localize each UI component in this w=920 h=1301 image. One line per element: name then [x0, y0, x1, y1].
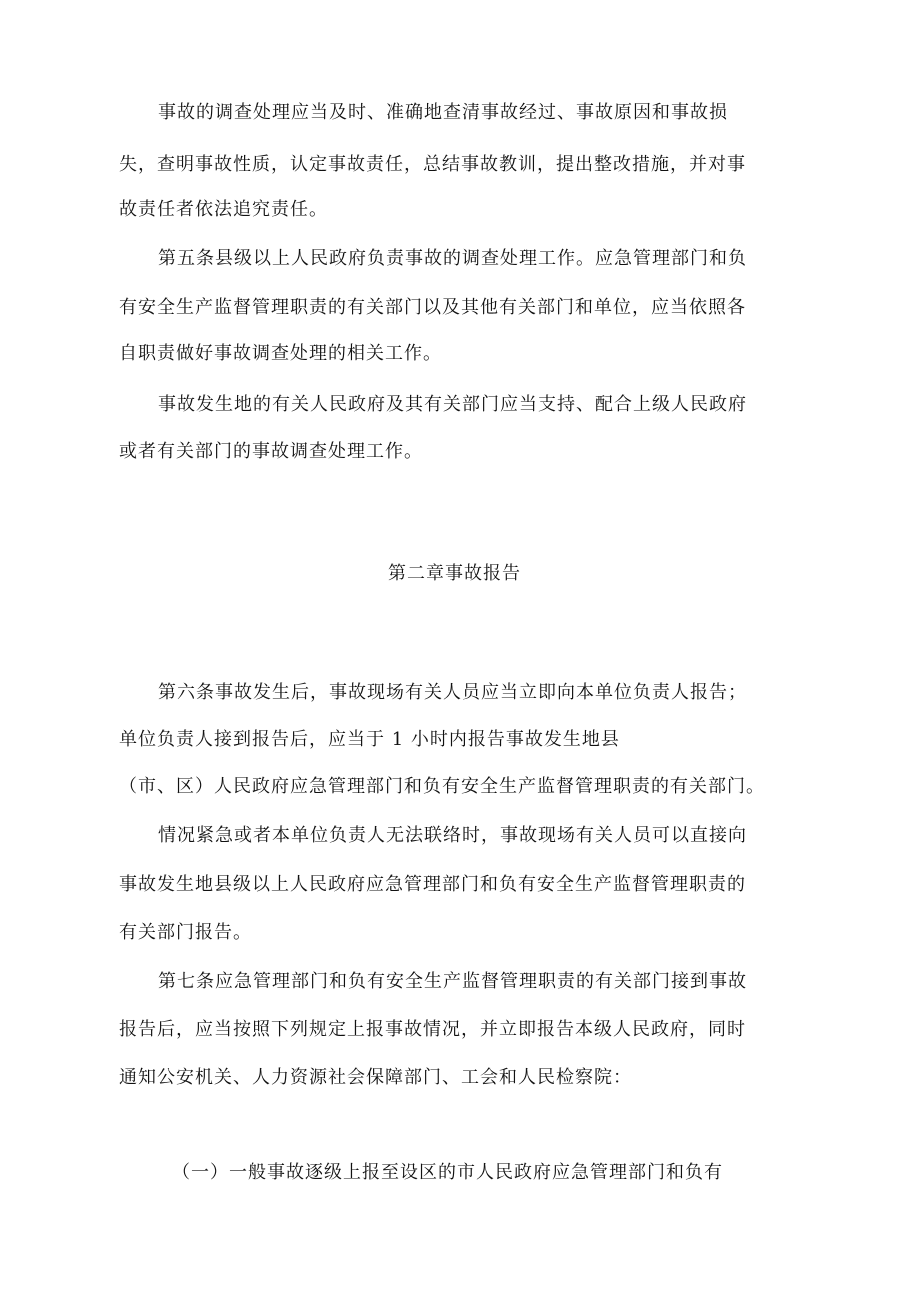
paragraph-line: 通知公安机关、人力资源社会保障部门、工会和人民检察院： [119, 1067, 632, 1088]
paragraph-line: 故责任者依法追究责任。 [119, 199, 328, 220]
paragraph-line: 第六条事故发生后，事故现场有关人员应当立即向本单位负责人报告； [158, 682, 747, 703]
list-item-line: （一）一般事故逐级上报至设区的市人民政府应急管理部门和负有 [172, 1162, 723, 1183]
paragraph-line: 失，查明事故性质，认定事故责任，总结事故教训，提出整改措施，并对事 [119, 154, 746, 175]
paragraph-line: 事故的调查处理应当及时、准确地查清事故经过、事故原因和事故损 [158, 102, 728, 123]
paragraph-line: 报告后，应当按照下列规定上报事故情况，并立即报告本级人民政府，同时 [119, 1019, 746, 1040]
paragraph-line: （市、区）人民政府应急管理部门和负有安全生产监督管理职责的有关部门。 [119, 776, 765, 797]
paragraph-line: 或者有关部门的事故调查处理工作。 [119, 441, 423, 462]
paragraph-line: 自职责做好事故调查处理的相关工作。 [119, 343, 442, 364]
paragraph-line: 有关部门报告。 [119, 922, 252, 943]
paragraph-line: 事故发生地县级以上人民政府应急管理部门和负有安全生产监督管理职责的 [119, 874, 746, 895]
paragraph-line: 单位负责人接到报告后，应当于 1 小时内报告事故发生地县 [119, 729, 620, 750]
paragraph-line: 有安全生产监督管理职责的有关部门以及其他有关部门和单位，应当依照各 [119, 297, 746, 318]
paragraph-line: 事故发生地的有关人民政府及其有关部门应当支持、配合上级人民政府 [158, 394, 747, 415]
chapter-heading: 第二章事故报告 [388, 563, 521, 584]
paragraph-line: 第五条县级以上人民政府负责事故的调查处理工作。应急管理部门和负 [158, 248, 747, 269]
paragraph-line: 第七条应急管理部门和负有安全生产监督管理职责的有关部门接到事故 [158, 971, 747, 992]
paragraph-line: 情况紧急或者本单位负责人无法联络时，事故现场有关人员可以直接向 [158, 825, 747, 846]
